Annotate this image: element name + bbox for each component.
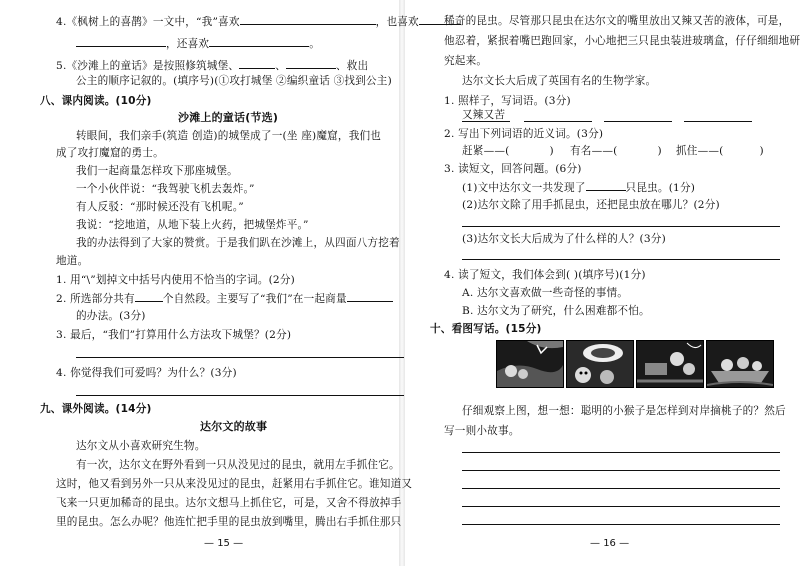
story-paragraph-6: 我的办法得到了大家的赞赏。于是我们趴在沙滩上，从四面八方挖着 xyxy=(76,237,400,249)
r-q2-synonym-2: 有名——( ) xyxy=(570,145,662,157)
q4-line1: 4.《枫树上的喜鹊》一文中，“我”喜欢 ，也喜欢 xyxy=(56,14,461,29)
r-question-2: 2. 写出下列词语的近义词。(3分) xyxy=(444,128,604,140)
q4-blank-4[interactable] xyxy=(209,36,309,47)
monkey-river-icon xyxy=(497,341,563,387)
r-q1-blank-3[interactable] xyxy=(684,121,752,122)
r-q3-part-2: (2)达尔文除了用手抓昆虫，还把昆虫放在哪儿？(2分) xyxy=(462,199,720,211)
writing-prompt-line1: 仔细观察上图，想一想：聪明的小猴子是怎样到对岸摘桃子的？然后 xyxy=(462,405,786,417)
section-10-heading: 十、看图写话。(15分) xyxy=(430,323,542,335)
r-question-1: 1. 照样子，写词语。(3分) xyxy=(444,95,571,107)
r-q1-example-underline xyxy=(462,121,510,122)
q2-blank-2[interactable] xyxy=(347,291,393,302)
question-3: 3. 最后，“我们”打算用什么方法攻下城堡？(2分) xyxy=(56,329,292,341)
q5-line2: 公主的顺序记叙的。(填序号)(①攻打城堡 ②编织童话 ③找到公主) xyxy=(76,75,392,87)
comic-panel-1 xyxy=(496,340,564,388)
section-8-heading: 八、课内阅读。(10分) xyxy=(40,95,152,107)
section-9-heading: 九、课外阅读。(14分) xyxy=(40,403,152,415)
comic-panel-2 xyxy=(566,340,634,388)
comic-panel-3 xyxy=(636,340,704,388)
q4-line2: ，还喜欢 。 xyxy=(76,36,320,51)
question-2-line2: 的办法。(3分) xyxy=(76,310,146,322)
darwin-paragraph-4: 飞来一只更加稀奇的昆虫。达尔文想马上抓住它，可是，又舍不得放掉手 xyxy=(56,497,402,509)
q5-blank-1[interactable] xyxy=(239,58,275,69)
thinking-monkey-icon xyxy=(567,341,633,387)
page-right xyxy=(404,0,800,566)
story-paragraph-2: 我们一起商量怎样攻下那座城堡。 xyxy=(76,165,238,177)
r-q2-synonym-1: 赶紧——( ) xyxy=(462,145,554,157)
r-q3-part-3: (3)达尔文长大后成为了什么样的人？(3分) xyxy=(462,233,666,245)
q2-blank-1[interactable] xyxy=(135,291,163,302)
r-answer-line-q3-3[interactable] xyxy=(462,259,780,260)
r-q1-blank-2[interactable] xyxy=(604,121,672,122)
r-q1-blank-1[interactable] xyxy=(524,121,592,122)
darwin-continued-4: 达尔文长大后成了英国有名的生物学家。 xyxy=(462,75,657,87)
darwin-paragraph-3: 这时，他又看到另外一只从来没见过的昆虫，赶紧用右手抓住它。谁知道又 xyxy=(56,478,413,490)
story-paragraph-6b: 地道。 xyxy=(56,255,89,267)
writing-line-4[interactable] xyxy=(462,506,780,507)
answer-line-q4[interactable] xyxy=(76,395,404,396)
story-paragraph-1: 转眼间，我们亲手(筑造 创造)的城堡成了一(坐 座)魔窟，我们也 xyxy=(76,130,382,142)
writing-line-2[interactable] xyxy=(462,470,780,471)
monkeys-in-boat-icon xyxy=(707,341,773,387)
r-q2-synonym-3: 抓住——( ) xyxy=(676,145,764,157)
r-q1-example: 又辣又苦 xyxy=(462,109,506,121)
question-2-line1: 2. 所选部分共有 个自然段。主要写了“我们”在一起商量 xyxy=(56,291,393,306)
r-question-4: 4. 读了短文，我们体会到( )(填序号)(1分) xyxy=(444,269,646,281)
q4-blank-3[interactable] xyxy=(76,36,166,47)
story-paragraph-3: 一个小伙伴说：“我驾驶飞机去轰炸。” xyxy=(76,183,255,195)
monkeys-carrying-icon xyxy=(637,341,703,387)
question-1: 1. 用“\”划掉文中括号内使用不恰当的字词。(2分) xyxy=(56,274,295,286)
darwin-paragraph-5: 里的昆虫。怎么办呢？他连忙把手里的昆虫放到嘴里，腾出右手抓住那只 xyxy=(56,516,402,528)
writing-line-1[interactable] xyxy=(462,452,780,453)
answer-line-q3[interactable] xyxy=(76,357,404,358)
page-number-right: — 16 — xyxy=(590,538,630,549)
r-question-3: 3. 读短文，回答问题。(6分) xyxy=(444,163,582,175)
story-paragraph-1b: 成了攻打魔窟的勇士。 xyxy=(56,147,164,159)
story-paragraph-4: 有人反驳：“那时候还没有飞机呢。” xyxy=(76,201,244,213)
q5-blank-2[interactable] xyxy=(286,58,336,69)
q4-blank-1[interactable] xyxy=(240,14,376,25)
writing-line-3[interactable] xyxy=(462,488,780,489)
r-q4-option-a[interactable]: A. 达尔文喜欢做一些奇怪的事情。 xyxy=(462,287,629,299)
r-q4-option-b[interactable]: B. 达尔文为了研究，什么困难都不怕。 xyxy=(462,305,650,317)
darwin-paragraph-2: 有一次，达尔文在野外看到一只从没见过的昆虫，就用左手抓住它。 xyxy=(76,459,400,471)
r-answer-line-q3-2[interactable] xyxy=(462,226,780,227)
darwin-continued-1: 稀奇的昆虫。尽管那只昆虫在达尔文的嘴里放出又辣又苦的液体，可是， xyxy=(444,15,790,27)
question-4: 4. 你觉得我们可爱吗？为什么？(3分) xyxy=(56,367,237,379)
q5-line1: 5.《沙滩上的童话》是按照修筑城堡、 、 、救出 xyxy=(56,60,369,72)
story-title: 沙滩上的童话(节选) xyxy=(178,111,279,124)
darwin-continued-3: 究起来。 xyxy=(444,55,488,67)
writing-line-5[interactable] xyxy=(462,524,780,525)
darwin-continued-2: 他忍着，紧抿着嘴巴跑回家，小心地把三只昆虫装进玻璃盒，仔仔细细地研 xyxy=(444,35,800,47)
page-number-left: — 15 — xyxy=(204,538,244,549)
writing-prompt-line2: 写一则小故事。 xyxy=(444,425,520,437)
r-q3-1-blank[interactable] xyxy=(586,180,626,191)
darwin-paragraph-1: 达尔文从小喜欢研究生物。 xyxy=(76,440,206,452)
comic-panel-4 xyxy=(706,340,774,388)
story2-title: 达尔文的故事 xyxy=(200,420,268,433)
story-paragraph-5: 我说：“挖地道，从地下装上火药，把城堡炸平。” xyxy=(76,219,309,231)
r-q3-part-1: (1)文中达尔文一共发现了 只昆虫。(1分) xyxy=(462,182,696,194)
